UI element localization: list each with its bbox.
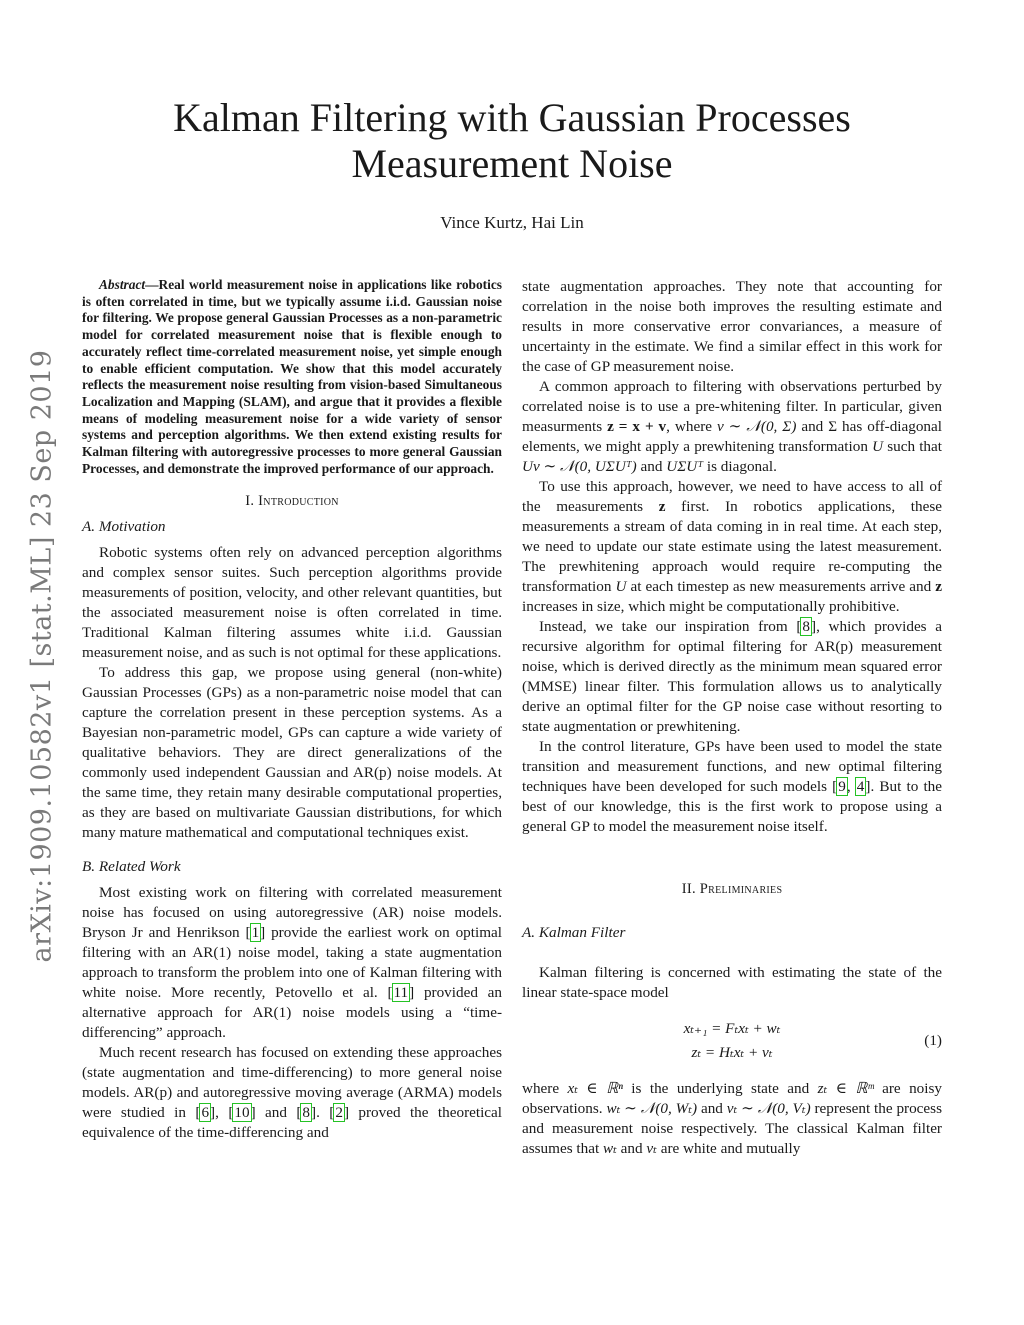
citation-link[interactable]: 10	[234, 1104, 250, 1122]
section-heading-introduction: I. Introduction	[245, 493, 339, 510]
authors: Vince Kurtz, Hai Lin	[440, 213, 584, 232]
left-column	[82, 277, 502, 1143]
citation-link[interactable]: 8	[802, 618, 810, 635]
paragraph	[522, 377, 942, 477]
math-inline: v ∼ 𝒩(0, Σ)	[716, 418, 797, 435]
text-run: such that	[883, 438, 942, 455]
math-inline: zₜ ∈ ℝᵐ	[817, 1080, 874, 1097]
citation-link[interactable]: 9	[838, 778, 846, 795]
abstract-text: —Real world measurement noise in applications like robotics is often correlated in time, but we typically assume i.i.d. Gaussian noise for filtering. We propose general Gaussian Processes as a non-parametric model for correlated measurement noise that is flexible enough to accurately reflect time-correlated measurement noise, yet simple enough to enable efficient computation. We show that this model accurately reflects the measurement noise resulting from vision-based Simultaneous Localization and Mapping (SLAM), and argue that it provides a flexible means of modeling measurement noise for a wide variety of sensor systems and perception algorithms. We then extend existing results for Kalman filtering with autoregressive processes to more general Gaussian Processes, and demonstrate the improved performance of our approach.	[82, 277, 502, 476]
paragraph	[522, 477, 942, 617]
paragraph: Much recent research has focused on extending these approaches (state augmentation and time-differencing) to more general noise models. AR(p) and autoregressive moving average (ARMA) models were studied in [6], [10] and [8]. [2] proved the theoretical equivalence of the time-differencing and	[82, 1044, 503, 1142]
math-inline: U	[872, 438, 884, 455]
paragraph: Instead, we take our inspiration from [8], which provides a recursive algorithm for optimal filtering for AR(p) measurement noise, which is derived directly as the minimum mean squared error (MMSE) linear filter. This formulation allows us to analytically derive an optimal filter for the GP noise case without resorting to state augmentation or prewhitening.	[522, 618, 942, 735]
citation-link[interactable]: 6	[201, 1104, 210, 1122]
text-run: .	[316, 1104, 330, 1122]
text-run: are noisy observations.	[522, 1080, 942, 1117]
text-run: . But to the best of our knowledge, this is the first work to propose using a general GP to model the measurement noise itself.	[522, 778, 942, 835]
math-inline: U	[615, 578, 627, 595]
equation-body	[582, 1017, 882, 1065]
abstract-label: Abstract	[99, 277, 146, 292]
arxiv-id: arXiv:1909.10582v1 [stat.ML] 23 Sep 2019	[26, 349, 58, 963]
text-run: is diagonal.	[703, 458, 777, 475]
citation-link[interactable]: 11	[393, 984, 409, 1002]
text-run: A common approach to filtering with observations perturbed by correlated noise is to use a pre-whitening filter. In particular, given measurments	[522, 378, 942, 435]
text-run: , where	[666, 418, 717, 435]
paragraph: Robotic systems often rely on advanced perception algorithms and complex sensor suites. Such perception algorithms provide measurements of position, velocity, and other relevant quantities, but the associated measurement noise is often correlated in time. Traditional Kalman filtering assumes white i.i.d. Gaussian measurement noise, and as such is not optimal for these applications.	[82, 544, 502, 662]
text-run: provided an alternative approach for AR(1) noise models using a “time-differencing” approach.	[82, 984, 502, 1042]
math-inline: vₜ	[646, 1140, 657, 1157]
text-run: and	[616, 1140, 647, 1157]
text-run: are white and mutually	[656, 1140, 801, 1157]
text-run: first. In robotics applications, these measurements a stream of data coming in in real time. At each step, we need to update our state estimate using the latest measurement. The prewhitening approach would require re-computing the transformation	[522, 498, 943, 595]
math-inline: z	[935, 578, 942, 595]
text-run: To use this approach, however, we need to have access to all of the measurements	[522, 478, 942, 515]
subsection-heading-kalman-filter: A. Kalman Filter	[522, 924, 626, 941]
math-inline: vₜ ∼ 𝒩(0, Vₜ)	[726, 1100, 811, 1117]
text-run: where	[522, 1080, 568, 1097]
equation-line: xₜ₊₁ = Fₜxₜ + wₜ	[683, 1020, 781, 1037]
math-inline: z	[658, 498, 666, 515]
paragraph: In the control literature, GPs have been used to model the state transition and measurement functions, and new optimal filtering techniques have been developed for such models [9, 4]. But to the best of our knowledge, this is the first work to propose using a general GP to model the measurement noise itself.	[522, 738, 942, 835]
subsection-heading-motivation: A. Motivation	[82, 518, 166, 536]
citation-link[interactable]: 2	[335, 1104, 343, 1122]
text-run: provide the earliest work on optimal filtering with an AR(1) noise model, taking a state augmentation approach to transform the problem into one of Kalman filtering with white noise. More recently, Petovello et al.	[82, 924, 502, 1002]
text-run: ,	[215, 1104, 229, 1122]
math-inline: wₜ	[603, 1140, 617, 1157]
text-run: , which provides a recursive algorithm for optimal filtering for AR(p) measurement noise, which is derived directly as the minimum mean squared error (MMSE) linear filter. This formulation allows us to analytically derive an optimal filter for the GP noise case without resorting to state augmentation or prewhitening.	[522, 618, 942, 735]
right-column	[522, 277, 942, 1159]
text-run: and Σ has off-diagonal elements, we might apply a prewhitening transformation	[522, 418, 942, 455]
text-run: is the underlying state and	[622, 1080, 818, 1097]
math-inline: UΣUᵀ	[666, 458, 704, 475]
text-run: and	[697, 1100, 727, 1117]
title-line-2: Measurement Noise	[351, 141, 673, 186]
text-run: increases in size, which might be computationally prohibitive.	[522, 598, 900, 615]
text-run: at each timestep as new measurements arrive and	[626, 578, 936, 595]
citation-link[interactable]: 4	[856, 778, 865, 795]
paragraph: Most existing work on filtering with correlated measurement noise has focused on using autoregressive (AR) noise models. Bryson Jr and Henrikson [1] provide the earliest work on optimal filtering with an AR(1) noise model, taking a state augmentation approach to transform the problem into one of Kalman filtering with white noise. More recently, Petovello et al. [11] provided an alternative approach for AR(1) noise models using a “time-differencing” approach.	[82, 884, 502, 1042]
text-run: Much recent research has focused on extending these approaches (state augmentation and time-differencing) to more general noise models. AR(p) and autoregressive moving average (ARMA) models were studied in	[82, 1044, 502, 1122]
text-run: and	[255, 1104, 297, 1122]
equation-line: zₜ = Hₜxₜ + vₜ	[691, 1044, 773, 1061]
text-run: represent the process and measurement noise respectively. The classical Kalman filter assumes that	[522, 1100, 942, 1157]
paragraph: To address this gap, we propose using general (non-white) Gaussian Processes (GPs) as a non-parametric noise model that can capture the correlation present in these perception systems. As a Bayesian non-parametric model, GPs can capture a wide variety of qualitative behaviors. They are direct generalizations of the commonly used independent Gaussian and AR(p) noise models. At the same time, they retain many desirable computational properties, as they are based on multivariate Gaussian distributions, for which many mature mathematical and computational techniques exist.	[82, 664, 502, 842]
text-run: proved the theoretical equivalence of the time-differencing and	[82, 1104, 503, 1142]
equation-number: (1)	[924, 1032, 942, 1049]
math-inline: Uv ∼ 𝒩(0, UΣUᵀ)	[522, 458, 637, 475]
section-heading-preliminaries: II. Preliminaries	[681, 881, 783, 897]
math-inline: wₜ ∼ 𝒩(0, Wₜ)	[606, 1100, 698, 1117]
paragraph: state augmentation approaches. They note that accounting for correlation in the noise both improves the resulting estimate and results in more conservative error convariances, a measure of uncertainty in the estimate. We find a similar effect in this work for the case of GP measurement noise.	[522, 278, 942, 375]
text-run: and	[636, 458, 667, 475]
paragraph: Kalman filtering is concerned with estimating the state of the linear state-space model	[522, 964, 942, 1001]
subsection-heading-related-work: B. Related Work	[82, 858, 181, 876]
equation-1	[522, 1017, 942, 1073]
math-inline: xₜ ∈ ℝⁿ	[567, 1080, 623, 1097]
citation-link[interactable]: 1	[251, 924, 260, 942]
title-line-1: Kalman Filtering with Gaussian Processes	[173, 95, 851, 140]
paragraph	[522, 1079, 942, 1159]
paper-title	[0, 95, 1024, 187]
citation-link[interactable]: 8	[302, 1104, 311, 1122]
text-run: Most existing work on filtering with correlated measurement noise has focused on using autoregressive (AR) noise models. Bryson Jr and Henrikson	[82, 884, 502, 942]
text-run: Instead, we take our inspiration from	[539, 618, 797, 635]
text-run: In the control literature, GPs have been used to model the state transition and measurement functions, and new optimal filtering techniques have been developed for such models	[522, 738, 942, 795]
math-inline: z = x + v	[607, 418, 667, 435]
abstract	[82, 277, 502, 477]
